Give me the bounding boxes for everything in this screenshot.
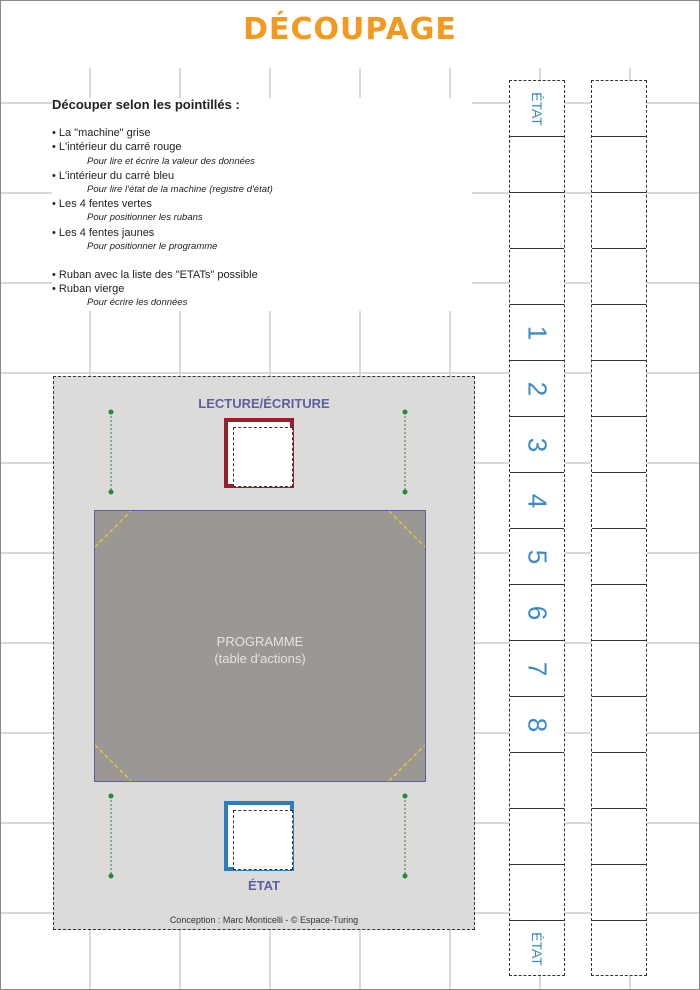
instruction-item: • Les 4 fentes vertes	[52, 198, 152, 211]
tape-cell	[510, 697, 564, 753]
blank-tape-cell	[592, 417, 646, 473]
blank-tape-cell	[592, 809, 646, 865]
tape-cell-label: 5	[522, 549, 553, 564]
state-label: ÉTAT	[247, 878, 280, 893]
blank-tape-cell	[592, 81, 646, 137]
blank-tape-cell	[592, 585, 646, 641]
read-write-label: LECTURE/ÉCRITURE	[198, 396, 330, 411]
blank-tape-cell	[592, 137, 646, 193]
blank-tape-cell	[592, 753, 646, 809]
instruction-item: • L'intérieur du carré bleu	[52, 169, 175, 182]
tape-cell-label: ÉTAT	[529, 932, 545, 966]
tape-cell-label: ÉTAT	[529, 91, 545, 126]
machine-cutout	[53, 376, 475, 930]
tape-cell	[510, 81, 564, 137]
blank-tape-cell	[592, 697, 646, 753]
blank-tape-cell	[592, 305, 646, 361]
green-slot-bottom-left	[106, 791, 116, 881]
blank-tape-cell	[592, 921, 646, 977]
blank-tape-cell	[592, 249, 646, 305]
instruction-item: • L'intérieur du carré rouge	[52, 141, 182, 154]
instruction-note: Pour écrire les données	[87, 297, 188, 309]
tape-cell	[510, 585, 564, 641]
blank-tape-cell	[592, 193, 646, 249]
instruction-item: • Ruban avec la liste des "ETATs" possible	[52, 269, 258, 282]
instruction-item: • La "machine" grise	[52, 127, 151, 140]
tape-cell-label: 3	[522, 437, 553, 452]
read-write-square	[224, 418, 294, 488]
blank-tape	[591, 80, 647, 976]
blank-tape-cell	[592, 473, 646, 529]
tape-cell	[510, 753, 564, 809]
tape-cell	[510, 865, 564, 921]
instruction-note: Pour lire et écrire la valeur des données	[87, 155, 255, 167]
tape-cell-label: 6	[522, 605, 553, 620]
state-window	[233, 810, 293, 870]
credits: Conception : Marc Monticelli - © Espace-Turing	[169, 915, 359, 925]
tape-cell-label: 8	[522, 717, 553, 732]
instructions-heading: Découper selon les pointillés :	[52, 97, 240, 112]
blank-tape-cell	[592, 865, 646, 921]
program-table	[94, 510, 426, 782]
tape-cell	[510, 249, 564, 305]
tape-cell	[510, 529, 564, 585]
tape-cell	[510, 921, 564, 977]
tape-cell	[510, 361, 564, 417]
tape-cell-label: 7	[522, 661, 553, 676]
tape-cell-label: 2	[522, 381, 553, 396]
instruction-note: Pour positionner le programme	[87, 240, 218, 252]
tape-cell	[510, 417, 564, 473]
green-slot-top-left	[106, 407, 116, 497]
blank-tape-cell	[592, 361, 646, 417]
instruction-item: • Les 4 fentes jaunes	[52, 226, 155, 239]
instruction-note: Pour positionner les rubans	[87, 212, 203, 224]
states-tape	[509, 80, 565, 976]
green-slot-top-right	[400, 407, 410, 497]
tape-cell-label: 1	[522, 325, 553, 340]
tape-cell	[510, 137, 564, 193]
tape-cell	[510, 305, 564, 361]
read-write-window	[233, 427, 293, 487]
tape-cell	[510, 641, 564, 697]
blank-tape-cell	[592, 529, 646, 585]
instructions-block	[52, 98, 472, 311]
program-title: PROGRAMME	[216, 634, 304, 649]
program-subtitle: (table d'actions)	[214, 651, 306, 666]
state-square	[224, 801, 294, 871]
page-title: DÉCOUPAGE	[243, 12, 457, 47]
tape-cell	[510, 809, 564, 865]
green-slot-bottom-right	[400, 791, 410, 881]
instruction-note: Pour lire l'état de la machine (registre d'état)	[87, 184, 273, 196]
tape-cell	[510, 473, 564, 529]
instruction-item: • Ruban vierge	[52, 283, 125, 296]
tape-cell	[510, 193, 564, 249]
program-caption	[95, 633, 425, 667]
blank-tape-cell	[592, 641, 646, 697]
tape-cell-label: 4	[522, 493, 553, 508]
